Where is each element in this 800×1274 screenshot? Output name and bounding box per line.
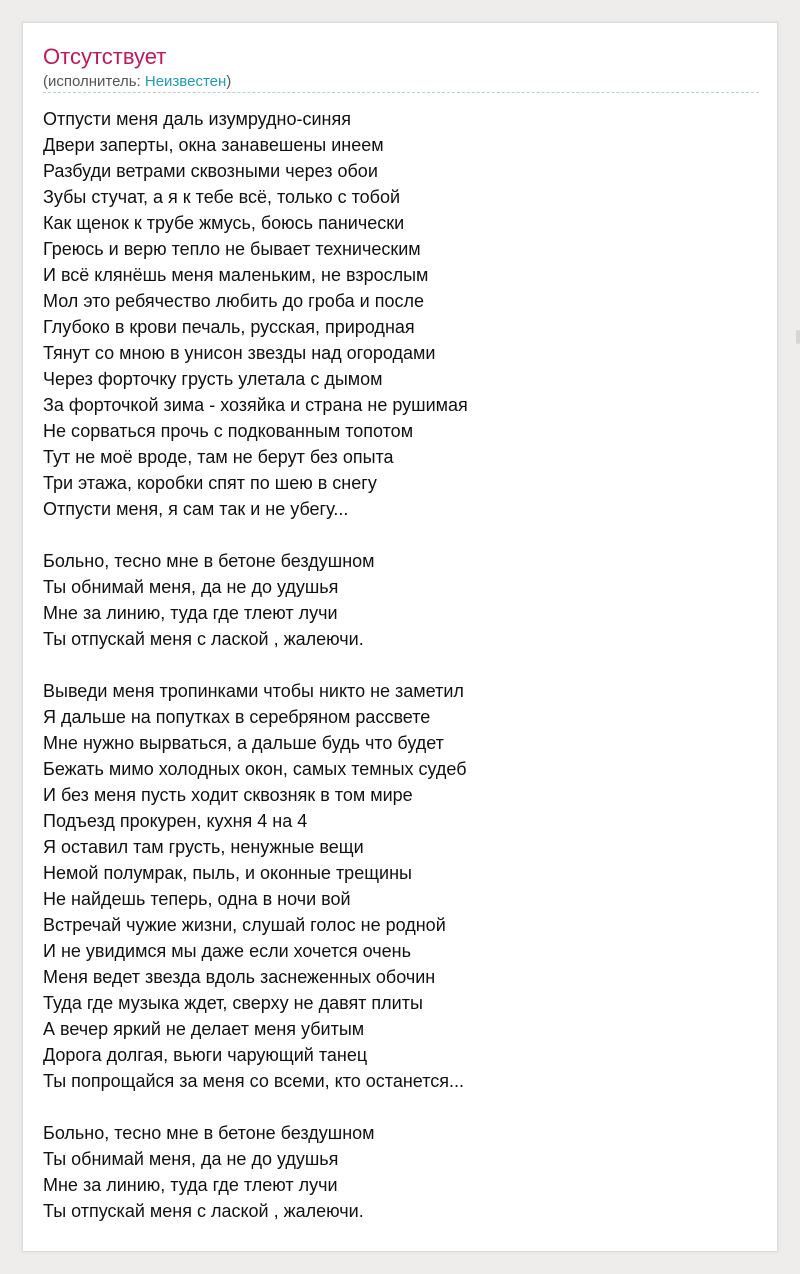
artist-line (43, 72, 759, 91)
lyric-line: Я оставил там грусть, ненужные вещи (43, 837, 364, 857)
lyric-line: Не найдешь теперь, одна в ночи вой (43, 889, 351, 909)
lyric-line: Отпусти меня даль изумрудно-синяя (43, 109, 351, 129)
lyric-line: Мне за линию, туда где тлеют лучи (43, 1175, 338, 1195)
lyric-line: Больно, тесно мне в бетоне бездушном (43, 1123, 375, 1143)
lyric-line: Зубы стучат, а я к тебе всё, только с тобой (43, 187, 401, 207)
lyric-line: И не увидимся мы даже если хочется очень (43, 941, 411, 961)
lyric-line: Не сорваться прочь с подкованным топотом (43, 421, 414, 441)
lyric-line: Ты обнимай меня, да не до удушья (43, 1149, 339, 1169)
header-divider (43, 92, 759, 93)
song-header (43, 44, 759, 91)
lyric-line: Отпусти меня, я сам так и не убегу... (43, 499, 349, 519)
lyric-line: Выведи меня тропинками чтобы никто не заметил (43, 681, 464, 701)
lyric-line: Тут не моё вроде, там не берут без опыта (43, 447, 394, 467)
lyric-line: Дорога долгая, вьюги чарующий танец (43, 1045, 368, 1065)
stanza-gap (43, 522, 759, 548)
stanza-gap (43, 652, 759, 678)
lyric-line: Мне нужно вырваться, а дальше будь что будет (43, 733, 444, 753)
lyric-line: Разбуди ветрами сквозными через обои (43, 161, 378, 181)
lyric-line: А вечер яркий не делает меня убитым (43, 1019, 365, 1039)
lyric-line: Как щенок к трубе жмусь, боюсь панически (43, 213, 405, 233)
lyric-line: Греюсь и верю тепло не бывает техническим (43, 239, 421, 259)
lyric-line: Бежать мимо холодных окон, самых темных судеб (43, 759, 467, 779)
artist-link[interactable]: Неизвестен (144, 73, 227, 90)
lyric-line: Меня ведет звезда вдоль заснеженных обочин (43, 967, 436, 987)
artist-prefix: (исполнитель: (43, 73, 145, 90)
scrollbar-thumb[interactable] (796, 330, 800, 344)
lyric-line: Три этажа, коробки спят по шею в снегу (43, 473, 377, 493)
artist-suffix: ) (226, 73, 232, 90)
lyric-line: За форточкой зима - хозяйка и страна не рушимая (43, 395, 468, 415)
song-title: Отсутствует (43, 44, 167, 69)
lyric-line: Подъезд прокурен, кухня 4 на 4 (43, 811, 308, 831)
lyric-line: Ты обнимай меня, да не до удушья (43, 577, 339, 597)
lyric-line: Ты попрощайся за меня со всеми, кто останется... (43, 1071, 464, 1091)
lyric-line: Мол это ребячество любить до гроба и после (43, 291, 424, 311)
lyric-line: Туда где музыка ждет, сверху не давят плиты (43, 993, 423, 1013)
lyric-line: Через форточку грусть улетала с дымом (43, 369, 383, 389)
lyrics-card (22, 22, 778, 1252)
lyric-line: Мне за линию, туда где тлеют лучи (43, 603, 338, 623)
lyric-line: Я дальше на попутках в серебряном рассвете (43, 707, 431, 727)
lyric-line: И без меня пусть ходит сквозняк в том мире (43, 785, 413, 805)
lyric-line: Немой полумрак, пыль, и оконные трещины (43, 863, 412, 883)
lyric-line: Глубоко в крови печаль, русская, природная (43, 317, 415, 337)
lyric-line: Больно, тесно мне в бетоне бездушном (43, 551, 375, 571)
lyric-line: Двери заперты, окна занавешены инеем (43, 135, 384, 155)
lyric-line: Ты отпускай меня с лаской , жалеючи. (43, 1201, 364, 1221)
lyric-line: И всё клянёшь меня маленьким, не взрослым (43, 265, 429, 285)
lyrics-body (43, 106, 759, 1224)
lyric-line: Ты отпускай меня с лаской , жалеючи. (43, 629, 364, 649)
lyric-line: Тянут со мною в унисон звезды над огородами (43, 343, 436, 363)
stanza-gap (43, 1094, 759, 1120)
lyric-line: Встречай чужие жизни, слушай голос не родной (43, 915, 446, 935)
